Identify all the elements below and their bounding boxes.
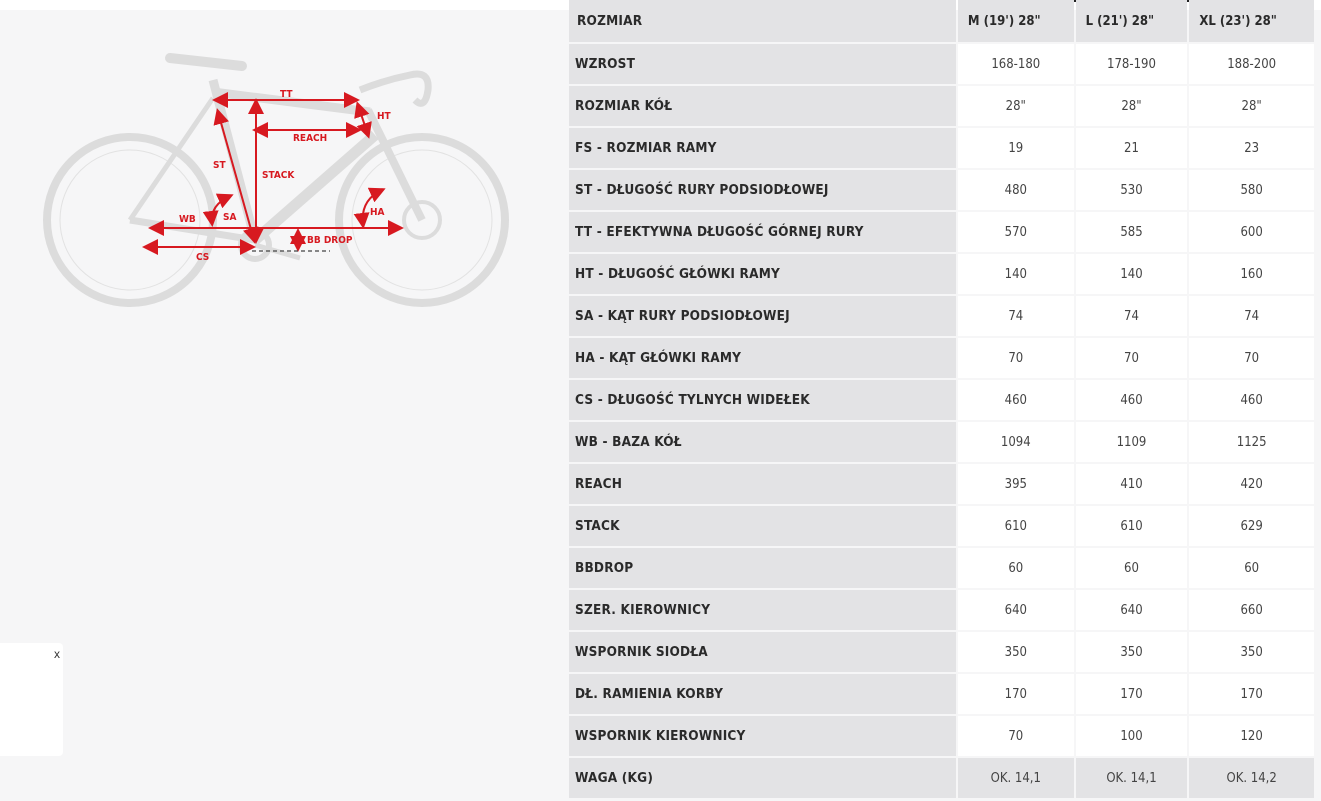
header-size-l: L (21') 28" xyxy=(1076,0,1188,42)
row-value: 188-200 xyxy=(1189,44,1314,84)
row-value: 120 xyxy=(1189,716,1314,756)
row-value: 610 xyxy=(958,506,1074,546)
table-row xyxy=(569,44,1314,86)
row-label: SZER. KIEROWNICY xyxy=(569,590,956,630)
row-value: 640 xyxy=(1076,590,1188,630)
row-value: 70 xyxy=(958,338,1074,378)
table-row xyxy=(569,758,1314,800)
row-value: 395 xyxy=(958,464,1074,504)
row-value: 74 xyxy=(958,296,1074,336)
row-value: 460 xyxy=(1189,380,1314,420)
row-value: 1094 xyxy=(958,422,1074,462)
row-value: 629 xyxy=(1189,506,1314,546)
row-label: CS - DŁUGOŚĆ TYLNYCH WIDEŁEK xyxy=(569,380,956,420)
row-label: HA - KĄT GŁÓWKI RAMY xyxy=(569,338,956,378)
row-value: 610 xyxy=(1076,506,1188,546)
header-label: ROZMIAR xyxy=(569,0,956,42)
close-icon[interactable]: x xyxy=(54,647,60,661)
row-value: 140 xyxy=(958,254,1074,294)
row-label: FS - ROZMIAR RAMY xyxy=(569,128,956,168)
row-label: STACK xyxy=(569,506,956,546)
row-value: 160 xyxy=(1189,254,1314,294)
row-value: 178-190 xyxy=(1076,44,1188,84)
table-row xyxy=(569,422,1314,464)
floating-widget xyxy=(0,643,63,756)
row-value: 60 xyxy=(958,548,1074,588)
table-row xyxy=(569,128,1314,170)
row-value: 23 xyxy=(1189,128,1314,168)
geometry-image-panel xyxy=(0,10,560,801)
row-label: TT - EFEKTYWNA DŁUGOŚĆ GÓRNEJ RURY xyxy=(569,212,956,252)
row-value: 350 xyxy=(1076,632,1188,672)
row-value: 410 xyxy=(1076,464,1188,504)
row-value: 168-180 xyxy=(958,44,1074,84)
row-value: 28" xyxy=(1189,86,1314,126)
row-value: 74 xyxy=(1189,296,1314,336)
row-label: ST - DŁUGOŚĆ RURY PODSIODŁOWEJ xyxy=(569,170,956,210)
label-ht: HT xyxy=(377,111,391,122)
label-bb-drop: BB DROP xyxy=(307,235,353,246)
row-value: 420 xyxy=(1189,464,1314,504)
table-row xyxy=(569,464,1314,506)
row-label: WSPORNIK SIODŁA xyxy=(569,632,956,672)
table-row xyxy=(569,506,1314,548)
label-wb: WB xyxy=(179,214,196,225)
row-value: 170 xyxy=(1076,674,1188,714)
row-value: 350 xyxy=(958,632,1074,672)
label-reach: REACH xyxy=(293,133,328,144)
row-value: 140 xyxy=(1076,254,1188,294)
row-value: OK. 14,1 xyxy=(958,758,1074,798)
table-row xyxy=(569,548,1314,590)
row-value: 640 xyxy=(958,590,1074,630)
row-label: BBDROP xyxy=(569,548,956,588)
row-label: ROZMIAR KÓŁ xyxy=(569,86,956,126)
label-sa: SA xyxy=(223,212,237,223)
table-row xyxy=(569,296,1314,338)
row-label: WB - BAZA KÓŁ xyxy=(569,422,956,462)
row-value: 60 xyxy=(1189,548,1314,588)
row-value: 21 xyxy=(1076,128,1188,168)
row-value: 460 xyxy=(958,380,1074,420)
row-value: 600 xyxy=(1189,212,1314,252)
row-value: 660 xyxy=(1189,590,1314,630)
row-value: 1125 xyxy=(1189,422,1314,462)
row-value: 28" xyxy=(958,86,1074,126)
row-label: SA - KĄT RURY PODSIODŁOWEJ xyxy=(569,296,956,336)
row-value: 70 xyxy=(1076,338,1188,378)
table-row xyxy=(569,632,1314,674)
table-row xyxy=(569,338,1314,380)
row-value: 19 xyxy=(958,128,1074,168)
row-value: 28" xyxy=(1076,86,1188,126)
label-cs: CS xyxy=(196,252,210,263)
row-value: 480 xyxy=(958,170,1074,210)
row-value: 1109 xyxy=(1076,422,1188,462)
table-header-row xyxy=(569,0,1314,44)
table-row xyxy=(569,86,1314,128)
row-value: 580 xyxy=(1189,170,1314,210)
table-row xyxy=(569,716,1314,758)
table-row xyxy=(569,170,1314,212)
row-value: OK. 14,2 xyxy=(1189,758,1314,798)
row-label: WAGA (KG) xyxy=(569,758,956,798)
row-value: 350 xyxy=(1189,632,1314,672)
bike-geometry-diagram xyxy=(30,40,530,340)
label-ha: HA xyxy=(370,207,385,218)
table-row xyxy=(569,380,1314,422)
row-label: DŁ. RAMIENIA KORBY xyxy=(569,674,956,714)
row-value: 74 xyxy=(1076,296,1188,336)
row-value: 70 xyxy=(958,716,1074,756)
row-label: WSPORNIK KIEROWNICY xyxy=(569,716,956,756)
row-value: OK. 14,1 xyxy=(1076,758,1188,798)
geometry-table xyxy=(569,0,1314,800)
row-label: REACH xyxy=(569,464,956,504)
table-row xyxy=(569,590,1314,632)
row-value: 60 xyxy=(1076,548,1188,588)
row-value: 530 xyxy=(1076,170,1188,210)
label-st: ST xyxy=(213,160,226,171)
label-stack: STACK xyxy=(262,170,295,181)
row-label: WZROST xyxy=(569,44,956,84)
table-row xyxy=(569,254,1314,296)
header-size-xl: XL (23') 28" xyxy=(1189,0,1314,42)
row-value: 460 xyxy=(1076,380,1188,420)
table-row xyxy=(569,212,1314,254)
table-row xyxy=(569,674,1314,716)
row-value: 100 xyxy=(1076,716,1188,756)
row-value: 70 xyxy=(1189,338,1314,378)
header-size-m: M (19') 28" xyxy=(958,0,1074,42)
label-tt: TT xyxy=(280,89,293,100)
row-value: 570 xyxy=(958,212,1074,252)
row-value: 170 xyxy=(1189,674,1314,714)
row-value: 585 xyxy=(1076,212,1188,252)
row-value: 170 xyxy=(958,674,1074,714)
row-label: HT - DŁUGOŚĆ GŁÓWKI RAMY xyxy=(569,254,956,294)
